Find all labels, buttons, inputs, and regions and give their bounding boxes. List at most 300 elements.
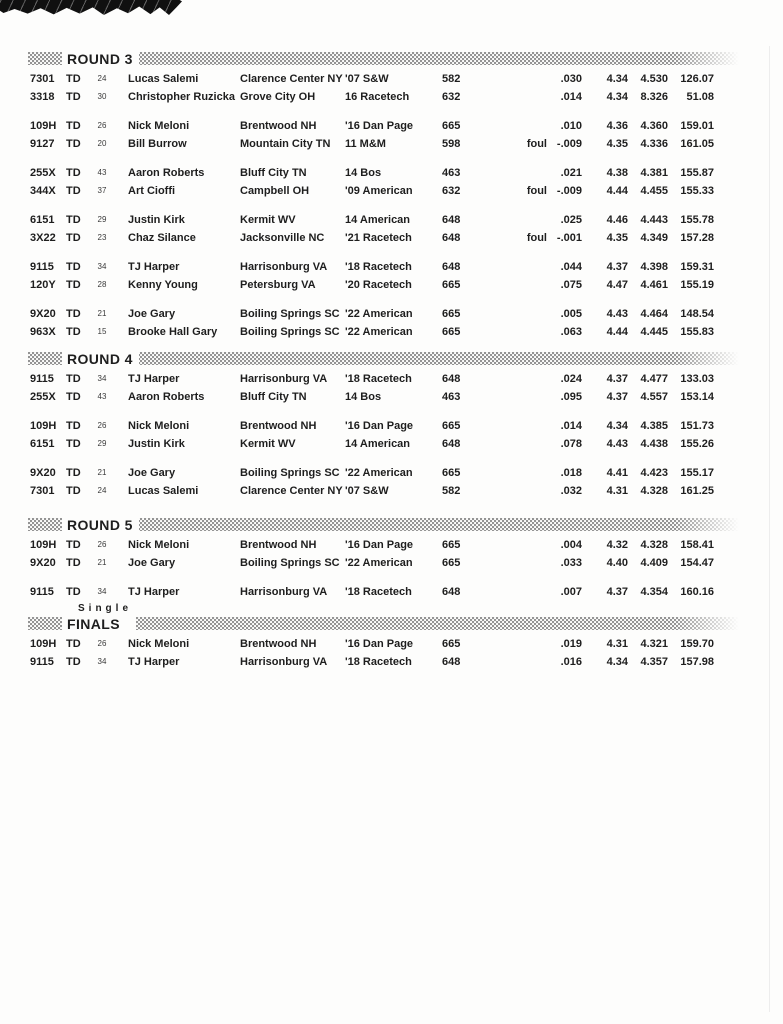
cell-cls: TD bbox=[66, 373, 81, 385]
cell-dial: 665 bbox=[442, 467, 461, 479]
cell-mph: 126.07 bbox=[680, 73, 714, 85]
cell-car: 109H bbox=[30, 420, 57, 432]
result-row bbox=[0, 229, 783, 247]
cell-num: 20 bbox=[97, 139, 107, 148]
cell-city: Clarence Center NY bbox=[240, 485, 343, 497]
cell-sixty: 4.43 bbox=[606, 438, 628, 450]
cell-rt: .095 bbox=[560, 391, 582, 403]
result-row bbox=[0, 182, 783, 200]
cell-rt: .007 bbox=[560, 586, 582, 598]
cell-et: 4.328 bbox=[640, 485, 668, 497]
section-header-band bbox=[28, 52, 746, 65]
cell-driver: Art Cioffi bbox=[128, 185, 176, 197]
cell-sixty: 4.41 bbox=[606, 467, 628, 479]
cell-sixty: 4.32 bbox=[606, 539, 628, 551]
cell-rt: .016 bbox=[560, 656, 582, 668]
cell-rt: .024 bbox=[560, 373, 582, 385]
race-pairing bbox=[0, 536, 783, 572]
cell-et: 4.336 bbox=[640, 138, 668, 150]
cell-dial: 665 bbox=[442, 308, 461, 320]
result-row bbox=[0, 635, 783, 653]
cell-foul: foul bbox=[526, 185, 547, 197]
cell-vehicle: 11 M&M bbox=[345, 138, 386, 150]
cell-vehicle: 14 American bbox=[345, 438, 411, 450]
cell-sixty: 4.34 bbox=[606, 91, 628, 103]
cell-city: Bluff City TN bbox=[240, 391, 307, 403]
cell-sixty: 4.38 bbox=[606, 167, 628, 179]
cell-cls: TD bbox=[66, 167, 81, 179]
result-row bbox=[0, 370, 783, 388]
cell-num: 24 bbox=[97, 74, 107, 83]
cell-dial: 665 bbox=[442, 539, 461, 551]
cell-cls: TD bbox=[66, 185, 81, 197]
section-rows bbox=[0, 635, 783, 671]
cell-sixty: 4.40 bbox=[606, 557, 628, 569]
cell-vehicle: '18 Racetech bbox=[345, 373, 412, 385]
cell-dial: 632 bbox=[442, 91, 461, 103]
cell-city: Bluff City TN bbox=[240, 167, 307, 179]
cell-sixty: 4.37 bbox=[606, 373, 628, 385]
cell-mph: 154.47 bbox=[680, 557, 714, 569]
cell-car: 3318 bbox=[30, 91, 55, 103]
result-row bbox=[0, 211, 783, 229]
cell-dial: 648 bbox=[442, 656, 461, 668]
cell-rt: -.009 bbox=[556, 185, 582, 197]
cell-driver: Christopher Ruzicka bbox=[128, 91, 235, 103]
cell-city: Harrisonburg VA bbox=[240, 373, 328, 385]
cell-rt: .021 bbox=[560, 167, 582, 179]
cell-city: Petersburg VA bbox=[240, 279, 316, 291]
result-row bbox=[0, 464, 783, 482]
result-row bbox=[0, 70, 783, 88]
result-row bbox=[0, 258, 783, 276]
cell-vehicle: '20 Racetech bbox=[345, 279, 412, 291]
cell-mph: 151.73 bbox=[680, 420, 714, 432]
cell-driver: Nick Meloni bbox=[128, 638, 190, 650]
cell-sixty: 4.44 bbox=[606, 326, 628, 338]
cell-car: 109H bbox=[30, 120, 57, 132]
cell-car: 9115 bbox=[30, 656, 54, 668]
cell-sixty: 4.37 bbox=[606, 586, 628, 598]
cell-cls: TD bbox=[66, 214, 81, 226]
cell-cls: TD bbox=[66, 391, 81, 403]
cell-cls: TD bbox=[66, 326, 81, 338]
cell-vehicle: '21 Racetech bbox=[345, 232, 412, 244]
cell-mph: 157.28 bbox=[680, 232, 714, 244]
cell-vehicle: '18 Racetech bbox=[345, 261, 412, 273]
cell-driver: TJ Harper bbox=[128, 373, 180, 385]
cell-city: Brentwood NH bbox=[240, 420, 317, 432]
cell-rt: .030 bbox=[560, 73, 582, 85]
cell-driver: Nick Meloni bbox=[128, 420, 190, 432]
cell-et: 4.385 bbox=[640, 420, 668, 432]
cell-mph: 148.54 bbox=[680, 308, 714, 320]
cell-rt: .032 bbox=[560, 485, 582, 497]
cell-et: 4.354 bbox=[640, 586, 668, 598]
cell-car: 9115 bbox=[30, 586, 54, 598]
cell-driver: Chaz Silance bbox=[128, 232, 196, 244]
cell-car: 9X20 bbox=[30, 467, 56, 479]
cell-cls: TD bbox=[66, 656, 81, 668]
cell-num: 23 bbox=[97, 233, 107, 242]
cell-rt: .025 bbox=[560, 214, 582, 226]
cell-dial: 648 bbox=[442, 586, 461, 598]
cell-mph: 161.25 bbox=[680, 485, 714, 497]
cell-driver: Justin Kirk bbox=[128, 214, 185, 226]
cell-mph: 51.08 bbox=[686, 91, 714, 103]
cell-num: 28 bbox=[97, 280, 107, 289]
cell-vehicle: '16 Dan Page bbox=[345, 638, 414, 650]
cell-city: Harrisonburg VA bbox=[240, 261, 328, 273]
cell-dial: 665 bbox=[442, 557, 461, 569]
cell-rt: -.009 bbox=[556, 138, 582, 150]
cell-sixty: 4.46 bbox=[606, 214, 628, 226]
cell-num: 34 bbox=[97, 374, 107, 383]
race-pairing bbox=[0, 583, 783, 617]
cell-sixty: 4.34 bbox=[606, 420, 628, 432]
cell-car: 7301 bbox=[30, 485, 55, 497]
cell-vehicle: '09 American bbox=[345, 185, 413, 197]
cell-dial: 648 bbox=[442, 438, 461, 450]
result-row bbox=[0, 435, 783, 453]
cell-num: 43 bbox=[97, 168, 107, 177]
cell-cls: TD bbox=[66, 485, 81, 497]
cell-cls: TD bbox=[66, 539, 81, 551]
cell-car: 9127 bbox=[30, 138, 55, 150]
cell-sixty: 4.31 bbox=[606, 638, 628, 650]
cell-dial: 463 bbox=[442, 167, 461, 179]
result-row bbox=[0, 117, 783, 135]
cell-cls: TD bbox=[66, 420, 81, 432]
cell-mph: 159.31 bbox=[680, 261, 714, 273]
cell-driver: Bill Burrow bbox=[128, 138, 187, 150]
cell-num: 21 bbox=[97, 468, 107, 477]
cell-sixty: 4.37 bbox=[606, 391, 628, 403]
cell-et: 4.477 bbox=[640, 373, 668, 385]
cell-num: 24 bbox=[97, 486, 107, 495]
cell-cls: TD bbox=[66, 232, 81, 244]
cell-cls: TD bbox=[66, 261, 81, 273]
cell-sixty: 4.35 bbox=[606, 232, 628, 244]
cell-city: Brentwood NH bbox=[240, 539, 317, 551]
cell-mph: 155.83 bbox=[680, 326, 714, 338]
cell-car: 3X22 bbox=[30, 232, 56, 244]
cell-num: 43 bbox=[97, 392, 107, 401]
cell-et: 4.328 bbox=[640, 539, 668, 551]
cell-rt: .063 bbox=[560, 326, 582, 338]
cell-et: 4.357 bbox=[640, 656, 668, 668]
cell-num: 26 bbox=[97, 121, 107, 130]
cell-mph: 153.14 bbox=[680, 391, 714, 403]
cell-cls: TD bbox=[66, 467, 81, 479]
race-pairing bbox=[0, 258, 783, 294]
cell-num: 21 bbox=[97, 558, 107, 567]
cell-cls: TD bbox=[66, 91, 81, 103]
section-rows bbox=[0, 536, 783, 617]
cell-num: 30 bbox=[97, 92, 107, 101]
cell-driver: Nick Meloni bbox=[128, 120, 190, 132]
cell-mph: 160.16 bbox=[680, 586, 714, 598]
cell-car: 963X bbox=[30, 326, 56, 338]
cell-et: 4.349 bbox=[640, 232, 668, 244]
cell-mph: 159.70 bbox=[680, 638, 714, 650]
cell-vehicle: '22 American bbox=[345, 557, 413, 569]
cell-et: 4.438 bbox=[640, 438, 668, 450]
cell-num: 15 bbox=[97, 327, 107, 336]
cell-et: 4.398 bbox=[640, 261, 668, 273]
cell-car: 9115 bbox=[30, 373, 54, 385]
cell-driver: Joe Gary bbox=[128, 308, 176, 320]
cell-mph: 155.26 bbox=[680, 438, 714, 450]
cell-cls: TD bbox=[66, 586, 81, 598]
section-header-band bbox=[28, 352, 746, 365]
cell-vehicle: '22 American bbox=[345, 467, 413, 479]
race-pairing bbox=[0, 370, 783, 406]
cell-city: Harrisonburg VA bbox=[240, 656, 328, 668]
cell-num: 37 bbox=[97, 186, 107, 195]
cell-car: 120Y bbox=[30, 279, 56, 291]
result-row bbox=[0, 88, 783, 106]
cell-cls: TD bbox=[66, 438, 81, 450]
cell-mph: 157.98 bbox=[680, 656, 714, 668]
result-row bbox=[0, 323, 783, 341]
cell-dial: 582 bbox=[442, 485, 461, 497]
cell-et: 4.530 bbox=[640, 73, 668, 85]
result-row bbox=[0, 276, 783, 294]
section-title: ROUND 5 bbox=[62, 517, 139, 533]
cell-rt: .018 bbox=[560, 467, 582, 479]
cell-driver: Nick Meloni bbox=[128, 539, 190, 551]
cell-car: 109H bbox=[30, 539, 57, 551]
cell-cls: TD bbox=[66, 557, 81, 569]
cell-sixty: 4.37 bbox=[606, 261, 628, 273]
cell-mph: 155.87 bbox=[680, 167, 714, 179]
cell-dial: 665 bbox=[442, 638, 461, 650]
cell-driver: Aaron Roberts bbox=[128, 167, 205, 179]
race-pairing bbox=[0, 117, 783, 153]
result-row bbox=[0, 135, 783, 153]
cell-sixty: 4.35 bbox=[606, 138, 628, 150]
cell-vehicle: '18 Racetech bbox=[345, 656, 412, 668]
cell-vehicle: 16 Racetech bbox=[345, 91, 410, 103]
cell-cls: TD bbox=[66, 138, 81, 150]
cell-dial: 648 bbox=[442, 214, 461, 226]
cell-et: 4.557 bbox=[640, 391, 668, 403]
cell-mph: 155.19 bbox=[680, 279, 714, 291]
cell-city: Campbell OH bbox=[240, 185, 310, 197]
cell-et: 4.423 bbox=[640, 467, 668, 479]
cell-num: 29 bbox=[97, 215, 107, 224]
section-finals bbox=[0, 617, 783, 671]
cell-driver: Joe Gary bbox=[128, 467, 176, 479]
cell-driver: TJ Harper bbox=[128, 656, 180, 668]
cell-et: 4.409 bbox=[640, 557, 668, 569]
cell-et: 4.455 bbox=[640, 185, 668, 197]
cell-dial: 665 bbox=[442, 279, 461, 291]
cell-city: Harrisonburg VA bbox=[240, 586, 328, 598]
cell-car: 9115 bbox=[30, 261, 54, 273]
cell-vehicle: '16 Dan Page bbox=[345, 420, 414, 432]
cell-rt: .004 bbox=[560, 539, 582, 551]
cell-driver: Brooke Hall Gary bbox=[128, 326, 218, 338]
result-row bbox=[0, 554, 783, 572]
cell-rt: .019 bbox=[560, 638, 582, 650]
cell-car: 9X20 bbox=[30, 308, 56, 320]
race-pairing bbox=[0, 417, 783, 453]
cell-car: 344X bbox=[30, 185, 56, 197]
cell-city: Boiling Springs SC bbox=[240, 467, 340, 479]
single-run-note: Single bbox=[78, 603, 133, 614]
section-round-5 bbox=[0, 518, 783, 617]
section-title: ROUND 4 bbox=[62, 351, 139, 367]
cell-vehicle: '18 Racetech bbox=[345, 586, 412, 598]
section-rows bbox=[0, 70, 783, 341]
result-row bbox=[0, 482, 783, 500]
cell-vehicle: '07 S&W bbox=[345, 73, 389, 85]
result-row bbox=[0, 388, 783, 406]
cell-rt: .075 bbox=[560, 279, 582, 291]
cell-city: Boiling Springs SC bbox=[240, 557, 340, 569]
cell-vehicle: '16 Dan Page bbox=[345, 120, 414, 132]
cell-cls: TD bbox=[66, 279, 81, 291]
cell-num: 29 bbox=[97, 439, 107, 448]
cell-driver: Aaron Roberts bbox=[128, 391, 205, 403]
race-pairing bbox=[0, 164, 783, 200]
cell-city: Boiling Springs SC bbox=[240, 326, 340, 338]
race-pairing bbox=[0, 211, 783, 247]
cell-vehicle: '22 American bbox=[345, 326, 413, 338]
cell-city: Brentwood NH bbox=[240, 120, 317, 132]
result-row bbox=[0, 653, 783, 671]
cell-mph: 155.17 bbox=[680, 467, 714, 479]
cell-et: 4.443 bbox=[640, 214, 668, 226]
cell-et: 4.360 bbox=[640, 120, 668, 132]
cell-rt: .078 bbox=[560, 438, 582, 450]
cell-num: 34 bbox=[97, 657, 107, 666]
cell-sixty: 4.47 bbox=[606, 279, 628, 291]
cell-city: Boiling Springs SC bbox=[240, 308, 340, 320]
cell-driver: TJ Harper bbox=[128, 261, 180, 273]
cell-rt: .014 bbox=[560, 91, 582, 103]
cell-dial: 665 bbox=[442, 420, 461, 432]
cell-et: 4.445 bbox=[640, 326, 668, 338]
cell-city: Jacksonville NC bbox=[240, 232, 325, 244]
cell-dial: 648 bbox=[442, 373, 461, 385]
cell-driver: Lucas Salemi bbox=[128, 485, 199, 497]
cell-city: Kermit WV bbox=[240, 214, 296, 226]
cell-sixty: 4.34 bbox=[606, 656, 628, 668]
cell-rt: .010 bbox=[560, 120, 582, 132]
cell-city: Mountain City TN bbox=[240, 138, 331, 150]
cell-mph: 158.41 bbox=[680, 539, 714, 551]
result-row bbox=[0, 536, 783, 554]
race-pairing bbox=[0, 70, 783, 106]
cell-rt: .044 bbox=[560, 261, 582, 273]
cell-city: Kermit WV bbox=[240, 438, 296, 450]
section-round-3 bbox=[0, 52, 783, 341]
cell-dial: 582 bbox=[442, 73, 461, 85]
cell-foul: foul bbox=[526, 138, 547, 150]
cell-car: 109H bbox=[30, 638, 57, 650]
cell-driver: Lucas Salemi bbox=[128, 73, 199, 85]
result-row bbox=[0, 305, 783, 323]
cell-mph: 161.05 bbox=[680, 138, 714, 150]
cell-car: 6151 bbox=[30, 438, 55, 450]
cell-vehicle: 14 American bbox=[345, 214, 411, 226]
cell-dial: 665 bbox=[442, 326, 461, 338]
cell-et: 4.381 bbox=[640, 167, 668, 179]
cell-vehicle: '22 American bbox=[345, 308, 413, 320]
section-title: FINALS bbox=[62, 616, 136, 632]
cell-sixty: 4.31 bbox=[606, 485, 628, 497]
cell-rt: .033 bbox=[560, 557, 582, 569]
result-row bbox=[0, 417, 783, 435]
cell-num: 34 bbox=[97, 262, 107, 271]
cell-cls: TD bbox=[66, 73, 81, 85]
cell-num: 21 bbox=[97, 309, 107, 318]
cell-dial: 648 bbox=[442, 232, 461, 244]
cell-vehicle: '16 Dan Page bbox=[345, 539, 414, 551]
cell-city: Clarence Center NY bbox=[240, 73, 343, 85]
cell-mph: 133.03 bbox=[680, 373, 714, 385]
cell-sixty: 4.34 bbox=[606, 73, 628, 85]
race-pairing bbox=[0, 635, 783, 671]
cell-driver: Justin Kirk bbox=[128, 438, 185, 450]
cell-dial: 632 bbox=[442, 185, 461, 197]
cell-sixty: 4.36 bbox=[606, 120, 628, 132]
cell-city: Brentwood NH bbox=[240, 638, 317, 650]
cell-dial: 665 bbox=[442, 120, 461, 132]
cell-rt: -.001 bbox=[556, 232, 582, 244]
cell-et: 4.461 bbox=[640, 279, 668, 291]
cell-mph: 159.01 bbox=[680, 120, 714, 132]
cell-driver: TJ Harper bbox=[128, 586, 180, 598]
cell-cls: TD bbox=[66, 308, 81, 320]
cell-foul: foul bbox=[526, 232, 547, 244]
cell-car: 6151 bbox=[30, 214, 55, 226]
result-row bbox=[0, 164, 783, 182]
cell-num: 26 bbox=[97, 639, 107, 648]
section-title: ROUND 3 bbox=[62, 51, 139, 67]
cell-num: 26 bbox=[97, 421, 107, 430]
cell-car: 7301 bbox=[30, 73, 55, 85]
cell-num: 26 bbox=[97, 540, 107, 549]
cell-driver: Kenny Young bbox=[128, 279, 198, 291]
cell-car: 255X bbox=[30, 391, 56, 403]
cell-et: 4.321 bbox=[640, 638, 668, 650]
cell-cls: TD bbox=[66, 638, 81, 650]
cell-vehicle: 14 Bos bbox=[345, 167, 382, 179]
cell-cls: TD bbox=[66, 120, 81, 132]
result-row bbox=[0, 583, 783, 601]
cell-sixty: 4.44 bbox=[606, 185, 628, 197]
cell-num: 34 bbox=[97, 587, 107, 596]
cell-car: 9X20 bbox=[30, 557, 56, 569]
section-header-band bbox=[28, 518, 746, 531]
cell-dial: 598 bbox=[442, 138, 461, 150]
cell-mph: 155.33 bbox=[680, 185, 714, 197]
cell-city: Grove City OH bbox=[240, 91, 316, 103]
cell-sixty: 4.43 bbox=[606, 308, 628, 320]
cell-driver: Joe Gary bbox=[128, 557, 176, 569]
cell-et: 8.326 bbox=[640, 91, 668, 103]
race-pairing bbox=[0, 305, 783, 341]
section-rows bbox=[0, 370, 783, 500]
cell-vehicle: '07 S&W bbox=[345, 485, 389, 497]
race-pairing bbox=[0, 464, 783, 500]
cell-et: 4.464 bbox=[640, 308, 668, 320]
cell-mph: 155.78 bbox=[680, 214, 714, 226]
